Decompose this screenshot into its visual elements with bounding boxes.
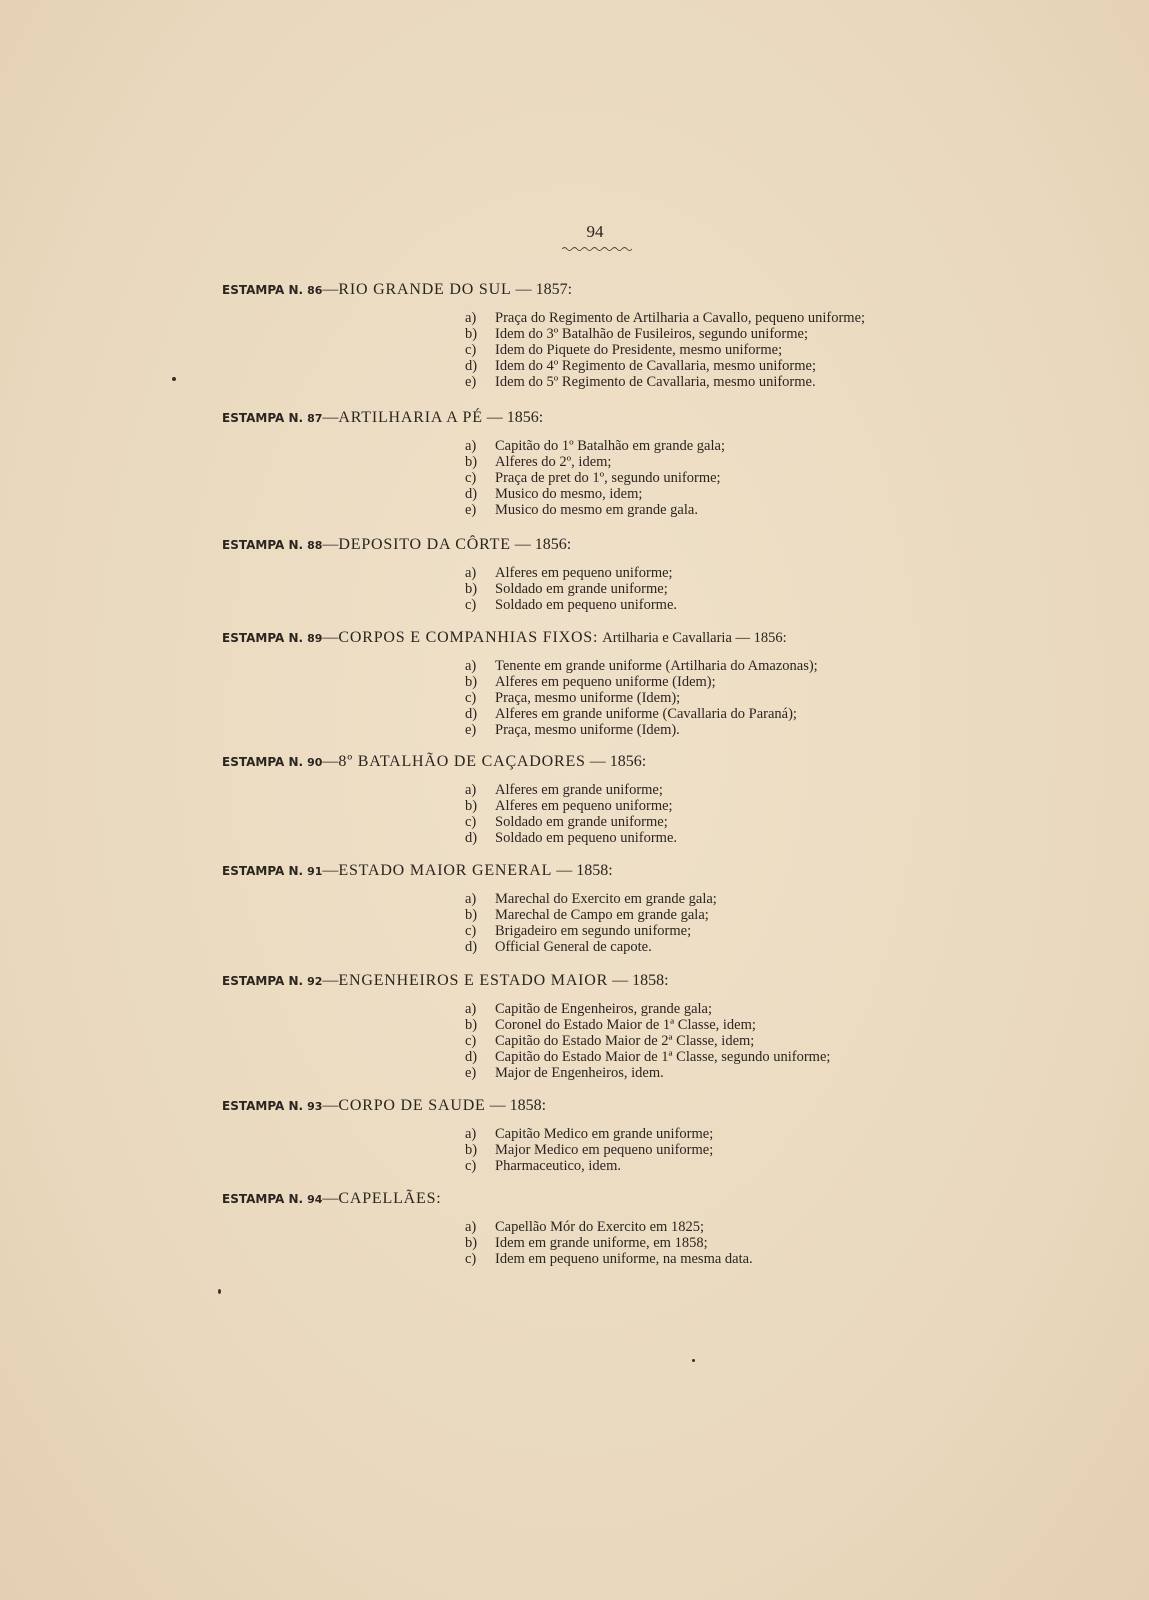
item-text: Tenente em grande uniforme (Artilharia do Amazonas); (495, 658, 818, 674)
section-suffix: — 1858: (489, 1097, 547, 1114)
heading-dash: — (322, 629, 339, 646)
item-letter: b) (465, 454, 478, 470)
list-item (465, 358, 982, 374)
list-item (465, 1235, 982, 1251)
list-item (465, 342, 982, 358)
item-letter: b) (465, 907, 478, 923)
item-text: Capitão do Estado Maior de 1ª Classe, segundo uniforme; (495, 1049, 831, 1065)
estampa-label: ESTAMPA N. (222, 1192, 304, 1206)
estampa-label: ESTAMPA N. (222, 864, 304, 878)
list-item (465, 454, 982, 470)
decorative-squiggle (562, 245, 632, 253)
list-item (465, 814, 982, 830)
section-suffix: — 1858: (612, 972, 669, 989)
list-item (465, 502, 982, 518)
section-title: ESTADO MAIOR GENERAL (338, 862, 553, 879)
item-letter: a) (465, 1126, 477, 1142)
list-item (465, 1017, 982, 1033)
item-text: Alferes em pequeno uniforme (Idem); (495, 674, 716, 690)
section-heading (222, 627, 982, 649)
item-text: Idem do 4º Regimento de Cavallaria, mesmo uniforme; (495, 358, 816, 374)
list-item (465, 1142, 982, 1158)
section-heading (222, 860, 982, 882)
item-text: Praça de pret do 1º, segundo uniforme; (495, 470, 721, 486)
item-letter: d) (465, 706, 478, 722)
list-item (465, 486, 982, 502)
list-item (465, 326, 982, 342)
list-item (465, 1001, 982, 1017)
item-text: Soldado em grande uniforme; (495, 581, 668, 597)
list-item (465, 1065, 982, 1081)
item-letter: a) (465, 891, 477, 907)
list-item (465, 907, 982, 923)
section-heading (222, 407, 982, 429)
item-text: Alferes do 2º, idem; (495, 454, 612, 470)
estampa-section (222, 860, 982, 955)
estampa-section (222, 534, 982, 613)
item-letter: b) (465, 674, 478, 690)
list-item (465, 923, 982, 939)
item-text: Praça do Regimento de Artilharia a Cavallo, pequeno uniforme; (495, 310, 866, 326)
item-letter: c) (465, 470, 477, 486)
item-letter: a) (465, 565, 477, 581)
estampa-label: ESTAMPA N. (222, 411, 304, 425)
section-heading (222, 1188, 982, 1210)
page-number: 94 (586, 222, 604, 241)
list-item (465, 706, 982, 722)
item-list (465, 438, 982, 518)
item-text: Soldado em pequeno uniforme. (495, 597, 678, 613)
item-letter: c) (465, 1251, 477, 1267)
item-letter: b) (465, 1017, 478, 1033)
item-text: Coronel do Estado Maior de 1ª Classe, idem; (495, 1017, 756, 1033)
section-title: CAPELLÃES: (338, 1190, 442, 1207)
item-letter: a) (465, 310, 477, 326)
section-heading (222, 1095, 982, 1117)
item-text: Alferes em pequeno uniforme; (495, 798, 673, 814)
heading-dash: — (322, 409, 339, 426)
heading-dash: — (322, 972, 339, 989)
list-item (465, 658, 982, 674)
item-letter: c) (465, 1158, 477, 1174)
item-letter: e) (465, 1065, 477, 1081)
item-letter: c) (465, 597, 477, 613)
estampa-number: 94 (307, 1193, 323, 1206)
estampa-label: ESTAMPA N. (222, 755, 304, 769)
estampa-number: 87 (307, 412, 323, 425)
item-text: Idem do 5º Regimento de Cavallaria, mesmo uniforme. (495, 374, 816, 390)
section-suffix: — 1856: (514, 536, 572, 553)
list-item (465, 470, 982, 486)
section-heading (222, 751, 982, 773)
list-item (465, 1033, 982, 1049)
item-letter: a) (465, 438, 477, 454)
item-letter: d) (465, 830, 478, 846)
ink-speck (218, 1289, 221, 1294)
list-item (465, 690, 982, 706)
estampa-section (222, 407, 982, 518)
item-text: Praça, mesmo uniforme (Idem). (495, 722, 680, 738)
item-text: Alferes em grande uniforme (Cavallaria do Paraná); (495, 706, 797, 722)
item-letter: a) (465, 1219, 477, 1235)
heading-dash: — (322, 1097, 339, 1114)
section-suffix: Artilharia e Cavallaria — 1856: (602, 630, 787, 646)
list-item (465, 1219, 982, 1235)
heading-dash: — (322, 862, 339, 879)
ink-speck (692, 1359, 695, 1362)
heading-dash: — (322, 753, 339, 770)
item-text: Capellão Mór do Exercito em 1825; (495, 1219, 704, 1235)
item-text: Major Medico em pequeno uniforme; (495, 1142, 714, 1158)
item-letter: a) (465, 1001, 477, 1017)
item-text: Marechal de Campo em grande gala; (495, 907, 709, 923)
estampa-label: ESTAMPA N. (222, 538, 304, 552)
estampa-section (222, 279, 982, 390)
item-text: Idem em pequeno uniforme, na mesma data. (495, 1251, 753, 1267)
item-list (465, 1126, 982, 1174)
section-title: CORPOS E COMPANHIAS FIXOS: (338, 629, 599, 646)
list-item (465, 722, 982, 738)
list-item (465, 674, 982, 690)
estampa-number: 93 (307, 1100, 323, 1113)
list-item (465, 565, 982, 581)
section-title: RIO GRANDE DO SUL (338, 281, 512, 298)
item-list (465, 565, 982, 613)
item-letter: b) (465, 581, 478, 597)
estampa-section (222, 751, 982, 846)
item-text: Idem do 3º Batalhão de Fusileiros, segundo uniforme; (495, 326, 808, 342)
item-list (465, 310, 982, 390)
estampa-number: 91 (307, 865, 323, 878)
heading-dash: — (322, 1190, 339, 1207)
estampa-number: 89 (307, 632, 323, 645)
estampa-label: ESTAMPA N. (222, 1099, 304, 1113)
item-list (465, 1001, 982, 1081)
estampa-section (222, 970, 982, 1081)
item-text: Alferes em grande uniforme; (495, 782, 663, 798)
item-letter: d) (465, 358, 478, 374)
list-item (465, 1126, 982, 1142)
estampa-number: 88 (307, 539, 323, 552)
section-title: CORPO DE SAUDE (338, 1097, 486, 1114)
item-text: Capitão Medico em grande uniforme; (495, 1126, 714, 1142)
item-list (465, 891, 982, 955)
item-list (465, 658, 982, 738)
item-text: Praça, mesmo uniforme (Idem); (495, 690, 681, 706)
estampa-label: ESTAMPA N. (222, 283, 304, 297)
list-item (465, 782, 982, 798)
item-text: Capitão do 1º Batalhão em grande gala; (495, 438, 725, 454)
item-text: Alferes em pequeno uniforme; (495, 565, 673, 581)
item-text: Capitão do Estado Maior de 2ª Classe, idem; (495, 1033, 755, 1049)
section-title: DEPOSITO DA CÔRTE (338, 536, 511, 553)
list-item (465, 310, 982, 326)
item-letter: e) (465, 374, 477, 390)
estampa-number: 86 (307, 284, 323, 297)
section-suffix: — 1856: (589, 753, 647, 770)
list-item (465, 1251, 982, 1267)
estampa-number: 90 (307, 756, 323, 769)
item-letter: b) (465, 798, 478, 814)
heading-dash: — (322, 536, 339, 553)
item-text: Pharmaceutico, idem. (495, 1158, 622, 1174)
item-letter: a) (465, 782, 477, 798)
list-item (465, 1158, 982, 1174)
estampa-section (222, 1188, 982, 1267)
estampa-number: 92 (307, 975, 323, 988)
ink-speck (172, 377, 176, 381)
item-text: Official General de capote. (495, 939, 652, 955)
item-letter: b) (465, 1235, 478, 1251)
item-text: Musico do mesmo em grande gala. (495, 502, 698, 518)
item-list (465, 782, 982, 846)
item-text: Brigadeiro em segundo uniforme; (495, 923, 692, 939)
item-letter: e) (465, 502, 477, 518)
section-suffix: — 1857: (515, 281, 573, 298)
item-letter: c) (465, 342, 477, 358)
item-letter: a) (465, 658, 477, 674)
list-item (465, 597, 982, 613)
section-heading (222, 534, 982, 556)
item-text: Soldado em pequeno uniforme. (495, 830, 678, 846)
list-item (465, 798, 982, 814)
list-item (465, 891, 982, 907)
list-item (465, 438, 982, 454)
item-text: Musico do mesmo, idem; (495, 486, 643, 502)
item-letter: d) (465, 1049, 478, 1065)
item-letter: c) (465, 814, 477, 830)
item-text: Major de Engenheiros, idem. (495, 1065, 664, 1081)
item-letter: c) (465, 1033, 477, 1049)
item-letter: b) (465, 1142, 478, 1158)
list-item (465, 939, 982, 955)
item-text: Idem do Piquete do Presidente, mesmo uniforme; (495, 342, 783, 358)
item-text: Marechal do Exercito em grande gala; (495, 891, 717, 907)
item-list (465, 1219, 982, 1267)
item-text: Soldado em grande uniforme; (495, 814, 668, 830)
list-item (465, 830, 982, 846)
item-letter: d) (465, 486, 478, 502)
estampa-label: ESTAMPA N. (222, 974, 304, 988)
section-suffix: — 1858: (556, 862, 613, 879)
estampa-label: ESTAMPA N. (222, 631, 304, 645)
list-item (465, 374, 982, 390)
item-text: Idem em grande uniforme, em 1858; (495, 1235, 708, 1251)
item-letter: c) (465, 923, 477, 939)
section-title: ARTILHARIA A PÉ (338, 409, 483, 426)
section-heading (222, 970, 982, 992)
estampa-section (222, 627, 982, 738)
section-title: 8º BATALHÃO DE CAÇADORES (338, 753, 586, 770)
item-text: Capitão de Engenheiros, grande gala; (495, 1001, 713, 1017)
section-title: ENGENHEIROS E ESTADO MAIOR (338, 972, 609, 989)
item-letter: b) (465, 326, 478, 342)
section-suffix: — 1856: (486, 409, 544, 426)
list-item (465, 581, 982, 597)
heading-dash: — (322, 281, 339, 298)
item-letter: d) (465, 939, 478, 955)
item-letter: c) (465, 690, 477, 706)
list-item (465, 1049, 982, 1065)
item-letter: e) (465, 722, 477, 738)
section-heading (222, 279, 982, 301)
estampa-section (222, 1095, 982, 1174)
